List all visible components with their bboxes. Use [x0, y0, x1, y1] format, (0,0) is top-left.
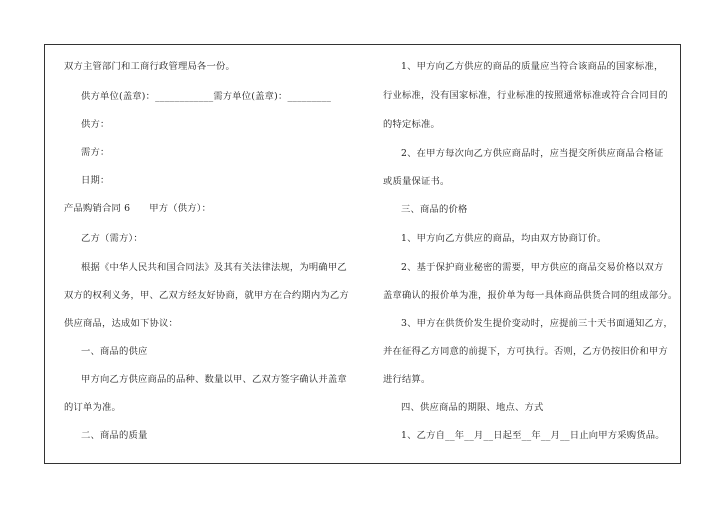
- text-line: 盖章确认的报价单为准，报价单为每一具体商品供货合同的组成部分。: [383, 290, 678, 301]
- supplier-label: 供方：: [81, 119, 110, 130]
- text-line: 的订单为准。: [64, 402, 121, 413]
- text-line: 或质量保证书。: [383, 176, 450, 187]
- contract-title: 产品购销合同 6 甲方（供方）：: [64, 203, 212, 214]
- section-heading: 一、商品的供应: [81, 346, 148, 357]
- buyer-label: 需方：: [81, 147, 110, 158]
- text-line: 双方的权利义务，甲、乙双方经友好协商，就甲方在合约期内为乙方: [64, 290, 349, 301]
- party-b-label: 乙方（需方）：: [81, 233, 143, 244]
- section-heading: 三、商品的价格: [401, 204, 468, 215]
- text-line: 1、甲方向乙方供应的商品的质量应当符合该商品的国家标准，: [401, 61, 664, 72]
- text-line: 2、基于保护商业秘密的需要，甲方供应的商品交易价格以双方: [401, 262, 664, 273]
- text-line: 双方主管部门和工商行政管理局各一份。: [64, 61, 235, 72]
- signature-line: 供方单位(盖章)：____________需方单位(盖章)：_________: [81, 91, 332, 102]
- text-line: 进行结算。: [383, 374, 431, 385]
- text-line: 1、甲方向乙方供应的商品，均由双方协商订价。: [401, 233, 607, 244]
- section-heading: 二、商品的质量: [81, 430, 148, 441]
- text-line: 供应商品，达成如下协议：: [64, 318, 178, 329]
- text-line: 2、在甲方每次向乙方供应商品时，应当提交所供应商品合格证: [401, 148, 664, 159]
- text-line: 3、甲方在供货价发生提价变动时，应提前三十天书面通知乙方，: [401, 318, 674, 329]
- text-line: 的特定标准。: [383, 119, 440, 130]
- text-line: 根据《中华人民共和国合同法》及其有关法律法规，为明确甲乙: [81, 262, 347, 273]
- text-line: 甲方向乙方供应商品的品种、数量以甲、乙双方签字确认并盖章: [81, 374, 347, 385]
- section-heading: 四、供应商品的期限、地点、方式: [401, 402, 544, 413]
- text-line: 行业标准，没有国家标准，行业标准的按照通常标准或符合合同目的: [383, 90, 668, 101]
- text-line: 1、乙方自__年__月__日起至__年__月__日止向甲方采购货品。: [401, 430, 665, 441]
- date-label: 日期：: [81, 175, 110, 186]
- page-frame: [44, 44, 681, 464]
- text-line: 并在征得乙方同意的前提下，方可执行。否则，乙方仍按旧价和甲方: [383, 346, 668, 357]
